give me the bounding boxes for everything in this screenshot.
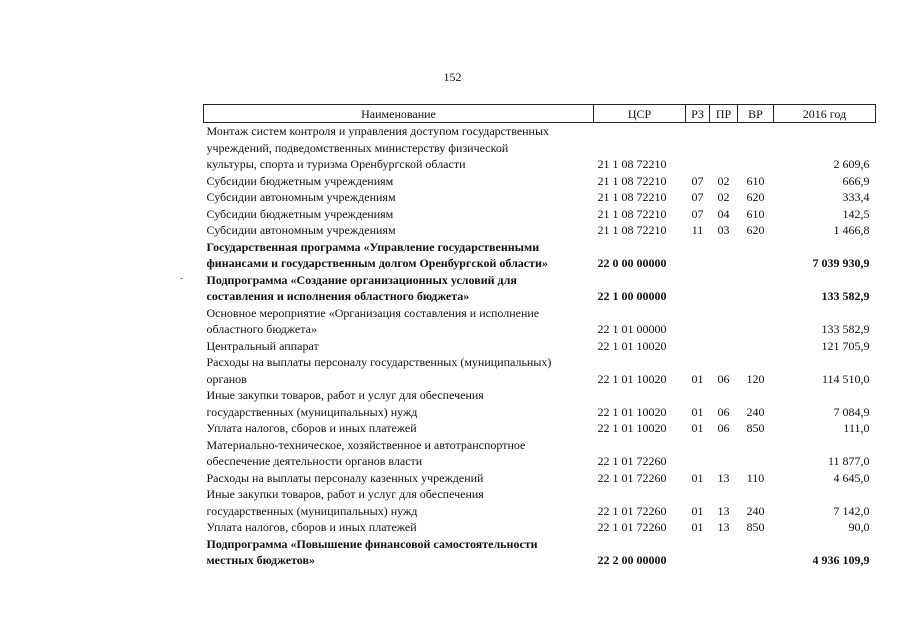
header-pr: ПР <box>710 105 738 123</box>
row-csr: 22 2 00 00000 <box>597 553 667 567</box>
row-name: Уплата налогов, сборов и иных платежей <box>206 520 417 534</box>
table-row <box>204 486 876 519</box>
row-name: Уплата налогов, сборов и иных платежей <box>206 421 417 435</box>
row-pr <box>710 305 738 338</box>
row-csr: 22 1 01 10020 <box>597 404 667 419</box>
row-vr <box>738 437 774 470</box>
row-amount: 11 877,0 <box>827 454 870 468</box>
row-rz: 07 <box>691 206 704 221</box>
table-row <box>204 387 876 420</box>
row-amount: 90,0 <box>848 520 870 534</box>
row-amount: 121 705,9 <box>821 338 870 353</box>
row-vr: 850 <box>746 421 765 435</box>
row-vr: 620 <box>746 190 765 204</box>
row-vr <box>738 239 774 272</box>
table-header <box>204 105 876 123</box>
scan-mark <box>180 278 183 279</box>
table-row <box>204 354 876 387</box>
row-vr: 610 <box>746 173 765 188</box>
row-name: Монтаж систем контроля и управления доступом государственных учреждений, подведомственных министерству физической культуры, спорта и туризма Оренбургской области <box>206 124 550 171</box>
row-pr: 04 <box>717 206 730 221</box>
row-amount: 4 645,0 <box>833 470 870 485</box>
row-rz <box>686 536 710 569</box>
row-vr <box>738 305 774 338</box>
row-csr: 21 1 08 72210 <box>597 206 667 221</box>
row-vr <box>738 123 774 173</box>
header-vr: ВР <box>738 105 774 123</box>
row-amount: 7 142,0 <box>833 503 870 518</box>
row-name: Государственная программа «Управление государственными финансами и государственным долгом Оренбургской области» <box>206 239 548 270</box>
row-pr <box>710 536 738 569</box>
row-csr: 21 1 08 72210 <box>597 157 667 171</box>
page-number: 152 <box>443 70 462 84</box>
row-name: Материально-техническое, хозяйственное и автотранспортное обеспечение деятельности органов власти <box>206 437 526 468</box>
row-pr: 03 <box>717 223 730 237</box>
row-amount: 142,5 <box>842 206 870 221</box>
row-rz: 01 <box>691 421 704 435</box>
row-pr: 02 <box>717 173 730 188</box>
row-pr: 06 <box>717 371 730 386</box>
row-csr: 22 1 01 72260 <box>597 503 667 518</box>
header-rz: РЗ <box>686 105 710 123</box>
row-rz: 01 <box>691 520 704 534</box>
row-amount: 2 609,6 <box>833 157 870 171</box>
row-csr: 22 1 01 10020 <box>597 371 667 386</box>
row-name: Субсидии автономным учреждениям <box>206 190 396 204</box>
table-row <box>204 437 876 470</box>
row-amount: 7 084,9 <box>833 404 870 419</box>
table-row <box>204 536 876 569</box>
row-amount: 333,4 <box>842 190 870 204</box>
row-amount: 114 510,0 <box>821 371 870 386</box>
row-rz <box>686 272 710 305</box>
row-name: Расходы на выплаты персоналу государственных (муниципальных) органов <box>206 355 552 386</box>
row-pr <box>710 239 738 272</box>
row-rz: 01 <box>691 404 704 419</box>
row-rz: 01 <box>691 371 704 386</box>
row-name: Подпрограмма «Повышение финансовой самостоятельности местных бюджетов» <box>206 536 538 567</box>
row-amount: 666,9 <box>842 173 870 188</box>
row-vr: 240 <box>746 404 765 419</box>
row-vr: 110 <box>746 470 765 485</box>
header-row <box>204 105 876 123</box>
row-csr: 22 0 00 00000 <box>597 256 667 270</box>
row-csr: 22 1 01 72260 <box>597 470 667 485</box>
row-vr: 620 <box>746 223 765 237</box>
row-csr: 22 1 00 00000 <box>597 289 667 303</box>
header-name: Наименование <box>204 105 594 123</box>
row-pr <box>710 437 738 470</box>
row-pr <box>710 272 738 305</box>
row-name: Основное мероприятие «Организация составления и исполнение областного бюджета» <box>206 305 540 336</box>
row-pr: 13 <box>717 503 730 518</box>
row-pr <box>710 338 738 355</box>
row-name: Подпрограмма «Создание организационных условий для составления и исполнения областного бюджета» <box>206 272 517 303</box>
row-csr: 21 1 08 72210 <box>597 190 667 204</box>
row-rz <box>686 123 710 173</box>
row-pr: 13 <box>717 470 730 485</box>
row-rz <box>686 305 710 338</box>
row-rz <box>686 239 710 272</box>
row-name: Субсидии автономным учреждениям <box>206 223 396 237</box>
row-csr: 22 1 01 10020 <box>597 421 667 435</box>
row-pr: 02 <box>717 190 730 204</box>
table-row <box>204 338 876 355</box>
header-csr: ЦСР <box>594 105 686 123</box>
row-csr: 22 1 01 72260 <box>597 454 667 468</box>
row-amount: 111,0 <box>843 421 870 435</box>
table-row <box>204 222 876 239</box>
table-row <box>204 519 876 536</box>
row-rz: 07 <box>691 190 704 204</box>
table-row <box>204 239 876 272</box>
row-vr: 240 <box>746 503 765 518</box>
row-name: Расходы на выплаты персоналу казенных учреждений <box>206 470 484 485</box>
row-amount: 4 936 109,9 <box>812 553 870 567</box>
table-row <box>204 272 876 305</box>
row-rz <box>686 338 710 355</box>
table-row <box>204 420 876 437</box>
row-name: Центральный аппарат <box>206 338 319 353</box>
row-amount: 7 039 930,9 <box>812 256 870 270</box>
row-rz: 07 <box>691 173 704 188</box>
row-name: Субсидии бюджетным учреждениям <box>206 206 394 221</box>
row-vr: 120 <box>746 371 765 386</box>
row-pr: 13 <box>717 520 730 534</box>
table-row <box>204 123 876 173</box>
row-vr: 610 <box>746 206 765 221</box>
table-row <box>204 173 876 190</box>
row-rz <box>686 437 710 470</box>
table-row <box>204 206 876 223</box>
row-rz: 01 <box>691 470 704 485</box>
row-csr: 22 1 01 00000 <box>597 322 667 336</box>
budget-table <box>203 104 876 569</box>
row-vr <box>738 338 774 355</box>
row-name: Иные закупки товаров, работ и услуг для обеспечения государственных (муниципальных) нужд <box>206 388 484 419</box>
row-csr: 21 1 08 72210 <box>597 223 667 237</box>
row-csr: 22 1 01 72260 <box>597 520 667 534</box>
table-row <box>204 189 876 206</box>
header-year: 2016 год <box>774 105 876 123</box>
row-vr <box>738 536 774 569</box>
row-amount: 133 582,9 <box>821 289 870 303</box>
row-pr: 06 <box>717 404 730 419</box>
row-name: Субсидии бюджетным учреждениям <box>206 173 394 188</box>
table-row <box>204 305 876 338</box>
table-row <box>204 470 876 487</box>
row-csr: 22 1 01 10020 <box>597 338 667 353</box>
row-vr: 850 <box>746 520 765 534</box>
table-body <box>204 123 876 569</box>
row-amount: 133 582,9 <box>821 322 870 336</box>
row-pr <box>710 123 738 173</box>
row-csr: 21 1 08 72210 <box>597 173 667 188</box>
row-rz: 01 <box>691 503 704 518</box>
row-pr: 06 <box>717 421 730 435</box>
row-name: Иные закупки товаров, работ и услуг для обеспечения государственных (муниципальных) нужд <box>206 487 484 518</box>
row-amount: 1 466,8 <box>833 223 870 237</box>
row-vr <box>738 272 774 305</box>
row-rz: 11 <box>691 223 704 237</box>
